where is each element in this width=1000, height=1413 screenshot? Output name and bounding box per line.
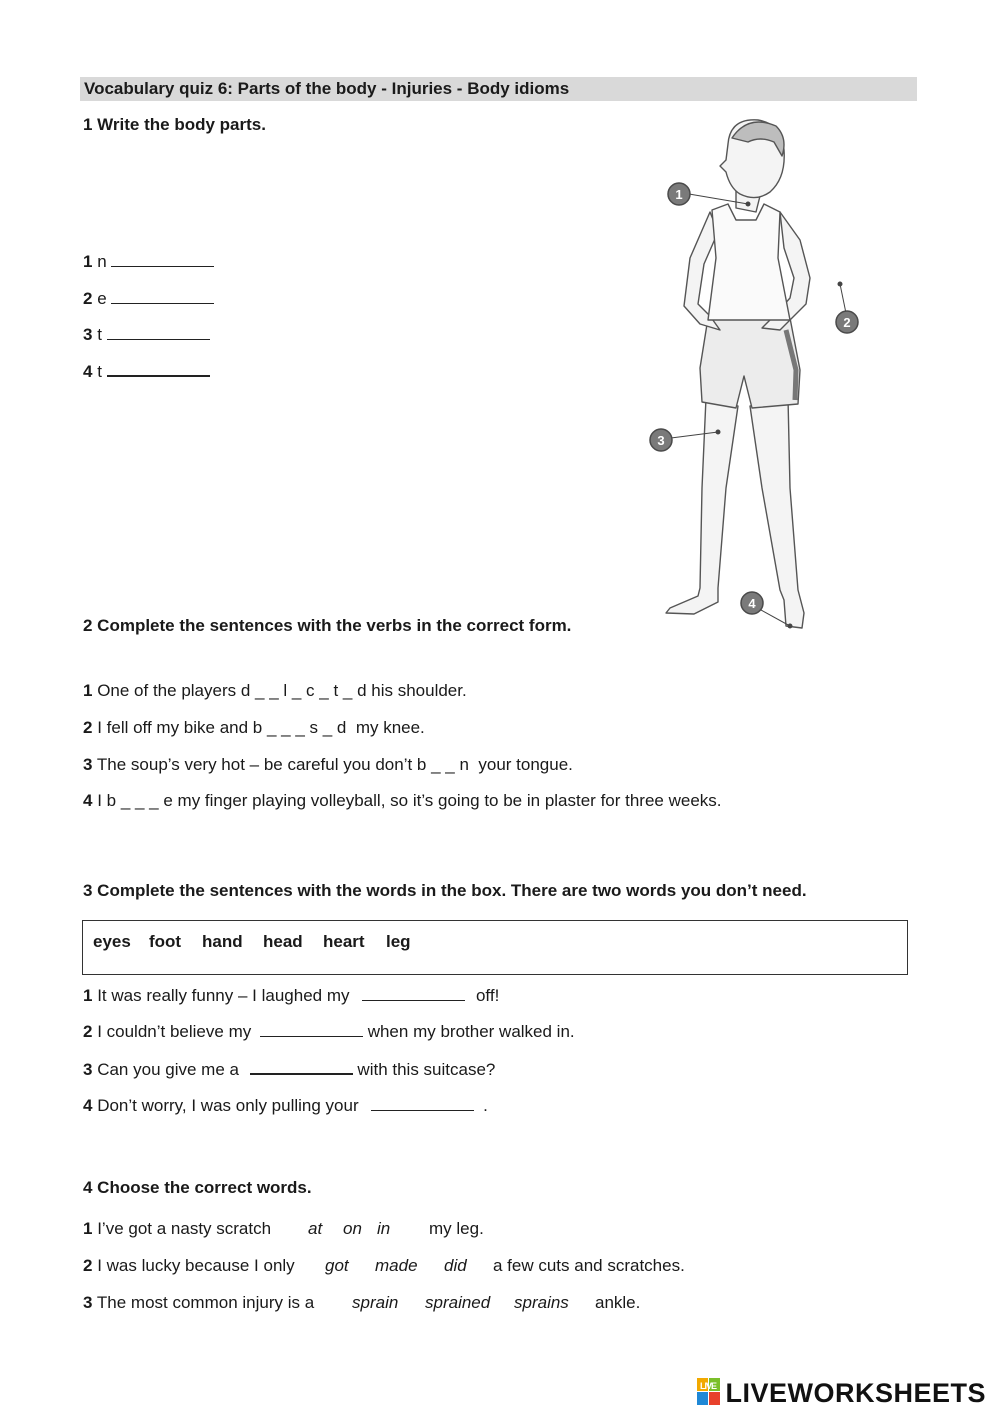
svg-text:2: 2 [843, 315, 851, 330]
option-on[interactable]: on [343, 1219, 362, 1238]
section4-heading: 4 Choose the correct words. [83, 1178, 312, 1197]
item-number: 2 [83, 289, 93, 308]
item-text-before: Don’t worry, I was only pulling your [97, 1096, 359, 1115]
option-at[interactable]: at [308, 1219, 323, 1238]
option-sprained[interactable]: sprained [425, 1293, 491, 1312]
section1-item-3 [83, 323, 210, 345]
item-letter: e [97, 289, 107, 308]
answer-blank[interactable] [362, 984, 465, 1001]
item-text-after: off! [475, 986, 500, 1005]
logo-icon [697, 1378, 721, 1406]
answer-blank[interactable] [371, 1094, 474, 1111]
item-number: 1 [83, 252, 93, 271]
item-number: 3 [83, 1060, 93, 1079]
section3-item-4 [83, 1094, 488, 1116]
item-text: The soup’s very hot – be careful you don’t b _ _ n your tongue. [96, 755, 573, 774]
item-letter: n [97, 252, 107, 271]
box-word-leg: leg [386, 932, 411, 951]
item-text-after: my leg. [429, 1219, 484, 1238]
box-word-eyes: eyes [93, 932, 131, 951]
section2-item-4 [83, 791, 722, 811]
section1-item-4 [83, 359, 210, 382]
item-text: One of the players d _ _ l _ c _ t _ d his shoulder. [97, 681, 467, 700]
box-word-heart: heart [323, 932, 365, 951]
item-letter: t [97, 325, 102, 344]
item-text-before: I couldn’t believe my [97, 1022, 252, 1041]
section4-item-2 [83, 1256, 295, 1276]
answer-blank[interactable] [111, 250, 214, 267]
item-number: 2 [83, 1022, 93, 1041]
option-got[interactable]: got [325, 1256, 349, 1275]
option-made[interactable]: made [375, 1256, 418, 1275]
section2-item-3 [83, 755, 573, 775]
item-text-after: ankle. [595, 1293, 641, 1312]
item-number: 1 [83, 986, 93, 1005]
item-letter: t [97, 362, 102, 381]
answer-blank[interactable] [111, 287, 214, 304]
item-number: 3 [83, 1293, 93, 1312]
section3-item-2 [83, 1020, 575, 1042]
section4-item-3 [83, 1293, 314, 1313]
item-number: 3 [83, 325, 93, 344]
section2-item-1 [83, 681, 467, 701]
item-text: I fell off my bike and b _ _ _ s _ d my knee. [97, 718, 425, 737]
item-text-after: . [483, 1096, 488, 1115]
section1-item-2 [83, 287, 214, 309]
box-word-foot: foot [149, 932, 182, 951]
item-number: 2 [83, 1256, 93, 1275]
item-text-before: I’ve got a nasty scratch [97, 1219, 272, 1238]
page-title: Vocabulary quiz 6: Parts of the body - Injuries - Body idioms [84, 79, 570, 98]
item-number: 4 [83, 791, 93, 810]
svg-text:LIVE: LIVE [700, 1381, 717, 1391]
option-sprains[interactable]: sprains [514, 1293, 569, 1312]
callout-4 [741, 592, 763, 614]
section3-item-3 [83, 1057, 495, 1080]
svg-text:1: 1 [675, 187, 683, 202]
answer-blank[interactable] [260, 1020, 363, 1037]
section1-heading: 1 Write the body parts. [83, 115, 266, 134]
option-sprain[interactable]: sprain [352, 1293, 399, 1312]
item-text-before: Can you give me a [97, 1060, 239, 1079]
item-text-before: It was really funny – I laughed my [97, 986, 350, 1005]
section2-heading: 2 Complete the sentences with the verbs in the correct form. [83, 616, 572, 635]
logo-text: LIVEWORKSHEETS [725, 1378, 986, 1408]
vest [708, 204, 790, 320]
item-number: 2 [83, 718, 93, 737]
item-number: 4 [83, 1096, 93, 1115]
item-text-after: when my brother walked in. [367, 1022, 575, 1041]
svg-text:4: 4 [748, 596, 756, 611]
item-number: 3 [83, 755, 93, 774]
box-word-head: head [263, 932, 303, 951]
box-word-hand: hand [202, 932, 243, 951]
option-did[interactable]: did [444, 1256, 467, 1275]
svg-text:3: 3 [657, 433, 665, 448]
callout-2 [836, 311, 858, 333]
item-text-before: The most common injury is a [96, 1293, 315, 1312]
section3-item-1 [83, 984, 499, 1006]
left-leg [666, 398, 738, 614]
item-text: I b _ _ _ e my finger playing volleyball, so it’s going to be in plaster for three weeks. [97, 791, 722, 810]
answer-blank[interactable] [107, 323, 210, 340]
item-number: 1 [83, 1219, 93, 1238]
section2-item-2 [83, 718, 425, 738]
option-in[interactable]: in [377, 1219, 391, 1238]
section3-heading: 3 Complete the sentences with the words in the box. There are two words you don’t need. [83, 881, 807, 900]
callout-1 [668, 183, 690, 205]
item-text-before: I was lucky because I only [97, 1256, 295, 1275]
item-text-after: a few cuts and scratches. [493, 1256, 685, 1275]
item-text-after: with this suitcase? [357, 1060, 496, 1079]
section1-item-1 [83, 250, 214, 272]
callout-3 [650, 429, 672, 451]
item-number: 4 [83, 362, 93, 381]
answer-blank[interactable] [107, 359, 210, 377]
item-number: 1 [83, 681, 93, 700]
answer-blank[interactable] [250, 1057, 353, 1075]
section4-item-1 [83, 1219, 271, 1239]
liveworksheets-logo [697, 1378, 986, 1408]
body-illustration [640, 108, 860, 643]
